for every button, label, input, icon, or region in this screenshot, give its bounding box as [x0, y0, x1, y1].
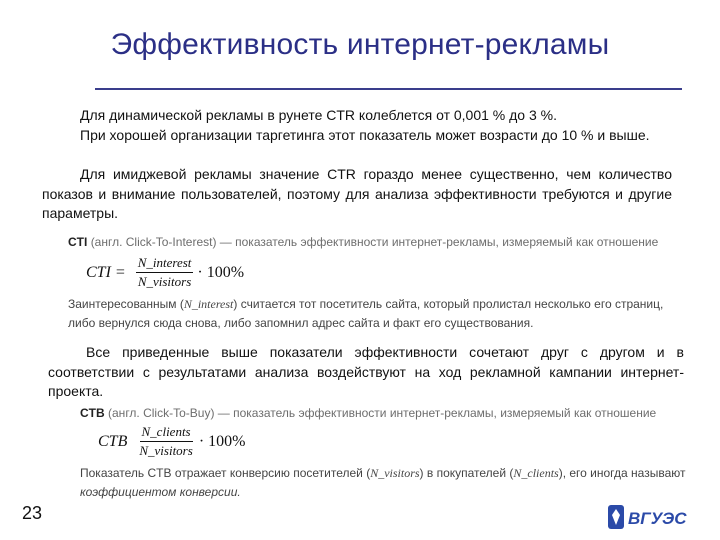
ctb-desc-a: Показатель CTB отражает конверсию посетителей ( [80, 466, 371, 480]
cti-desc-c: либо вернулся сюда снова, либо запомнил адрес сайта и факт его существования. [68, 316, 534, 330]
cti-abbr: CTI [68, 235, 88, 249]
ctb-denominator: N_visitors [139, 443, 193, 458]
cti-formula-lhs: CTI = [86, 263, 126, 281]
cti-definition-line [68, 235, 658, 249]
paragraph-ctr-range: Для динамической рекламы в рунете CTR колеблется от 0,001 % до 3 %. [80, 107, 557, 123]
cti-denominator: N_visitors [137, 274, 192, 289]
ctb-desc-b: ) в покупателей ( [419, 466, 514, 480]
paragraph-combined-indicators: Все приведенные выше показатели эффективности сочетают друг с другом и в соответствии с результатами анализа воздействуют на ход рекламной кампании интернет-проекта. [48, 344, 684, 400]
ctb-factor: · 100% [198, 432, 246, 450]
cti-description [68, 295, 666, 333]
cti-definition-figure [66, 233, 666, 333]
cti-definition: — показатель эффективности интернет-рекламы, измеряемый как отношение [219, 235, 659, 249]
cti-desc-b: ) считается тот посетитель сайта, который пролистал несколько его страниц, [233, 297, 664, 311]
ctb-formula-lhs: CTB [98, 432, 128, 450]
paragraph-targeting: При хорошей организации таргетинга этот показатель может возрасти до 10 % и выше. [80, 127, 650, 143]
page-number: 23 [22, 503, 43, 523]
title-underline [95, 88, 682, 90]
ctb-desc-symbol-clients: N_clients [513, 466, 559, 480]
ctb-expansion: (англ. Click-To-Buy) [108, 406, 215, 420]
ctb-definition-line [80, 406, 656, 420]
paragraph-image-ads: Для имиджевой рекламы значение CTR гораздо менее существенно, чем количество показов и внимание пользователей, поэтому для анализа эффективности требуются и другие параметры. [42, 166, 672, 222]
ctb-abbr: CTB [80, 406, 105, 420]
cti-desc-a: Заинтересованным ( [68, 297, 184, 311]
cti-formula [86, 255, 244, 290]
ctb-description [80, 464, 686, 502]
ctb-desc-symbol-visitors: N_visitors [370, 466, 420, 480]
cti-fraction [136, 255, 194, 290]
ctb-desc-d: коэффициентом конверсии. [80, 485, 241, 499]
cti-expansion: (англ. Click-To-Interest) [90, 235, 217, 249]
slide-title: Эффективность интернет-рекламы [110, 28, 610, 61]
university-emblem-icon [608, 503, 688, 531]
ctb-definition-figure [78, 404, 686, 502]
ctb-definition: — показатель эффективности интернет-рекламы, измеряемый как отношение [217, 406, 657, 420]
university-logo [608, 503, 688, 531]
ctb-formula [98, 424, 245, 459]
ctb-fraction [137, 424, 194, 459]
cti-numerator: N_interest [136, 255, 194, 273]
ctb-numerator: N_clients [140, 424, 193, 442]
ctb-desc-c: ), его иногда называют [558, 466, 686, 480]
cti-desc-symbol: N_interest [183, 297, 234, 311]
logo-text: ВГУЭС [628, 509, 687, 528]
cti-factor: · 100% [197, 263, 245, 281]
